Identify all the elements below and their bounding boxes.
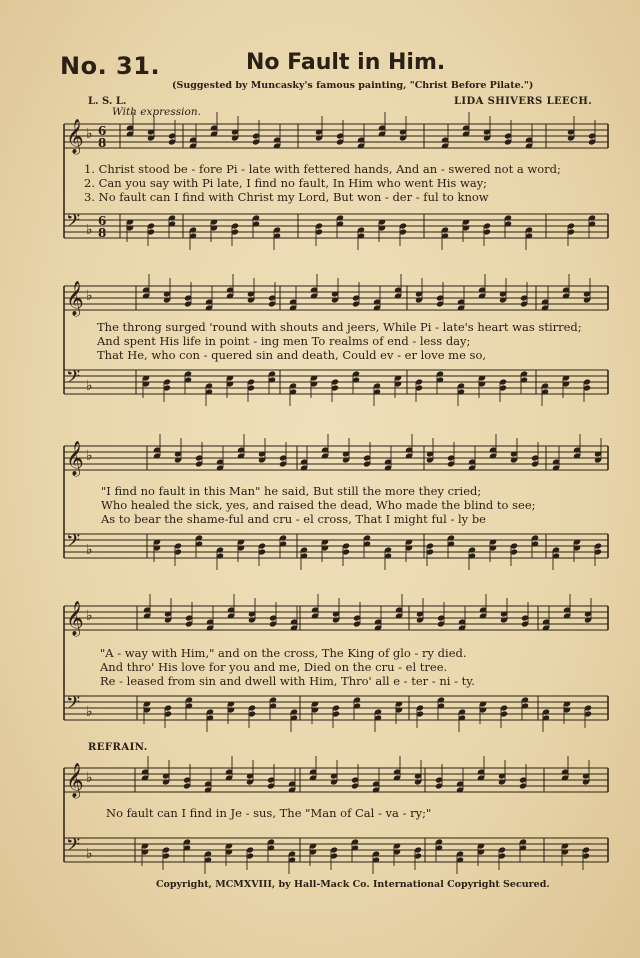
flat-icon: ♭	[86, 542, 93, 558]
flat-icon: ♭	[86, 608, 93, 624]
time-signature: 8	[98, 226, 107, 240]
words-author: L. S. L.	[88, 96, 127, 107]
tempo-marking: With expression.	[112, 106, 201, 118]
time-signature: 6	[98, 214, 107, 228]
treble-clef-icon: 𝄞	[66, 763, 84, 798]
music-composer: LIDA SHIVERS LEECH.	[454, 96, 593, 107]
bass-clef-icon: 𝄢	[66, 367, 81, 392]
treble-clef-icon: 𝄞	[66, 601, 84, 636]
treble-clef-icon: 𝄞	[66, 281, 84, 316]
lyric-line: The throng surged 'round with shouts and jeers, While Pi - late's heart was stirred;	[97, 320, 582, 334]
flat-icon: ♭	[86, 704, 93, 720]
lyric-line: "I find no fault in this Man" he said, But still the more they cried;	[101, 484, 482, 498]
flat-icon: ♭	[86, 378, 93, 394]
hymn-number: No. 31.	[60, 52, 161, 80]
flat-icon: ♭	[86, 770, 93, 786]
copyright-notice: Copyright, MCMXVIII, by Hall-Mack Co. International Copyright Secured.	[156, 879, 550, 890]
lyric-line: That He, who con - quered sin and death, Could ev - er love me so,	[97, 348, 487, 362]
hymn-subtitle: (Suggested by Muncasky's famous painting, "Christ Before Pilate.")	[172, 80, 534, 91]
lyric-line: 3. No fault can I find with Christ my Lord, But won - der - ful to know	[84, 190, 489, 204]
lyric-line: Re - leased from sin and dwell with Him, Thro' all e - ter - ni - ty.	[100, 674, 475, 688]
treble-clef-icon: 𝄞	[66, 119, 84, 154]
lyric-line: 1. Christ stood be - fore Pi - late with fettered hands, And an - swered not a word;	[84, 162, 561, 176]
time-signature: 6	[98, 124, 107, 138]
lyric-line: As to bear the shame-ful and cru - el cross, That I might ful - ly be	[101, 512, 486, 526]
flat-icon: ♭	[86, 126, 93, 142]
lyric-line: And spent His life in point - ing men To realms of end - less day;	[97, 334, 471, 348]
hymn-title: No Fault in Him.	[246, 50, 446, 75]
flat-icon: ♭	[86, 288, 93, 304]
lyric-line: Who healed the sick, yes, and raised the dead, Who made the blind to see;	[101, 498, 536, 512]
bass-clef-icon: 𝄢	[66, 693, 81, 718]
lyric-line: No fault can I find in Je - sus, The "Man of Cal - va - ry;"	[106, 806, 432, 820]
treble-clef-icon: 𝄞	[66, 441, 84, 476]
bass-clef-icon: 𝄢	[66, 835, 81, 860]
refrain-label: REFRAIN.	[88, 742, 148, 753]
flat-icon: ♭	[86, 846, 93, 862]
bass-clef-icon: 𝄢	[66, 531, 81, 556]
lyric-line: "A - way with Him," and on the cross, The King of glo - ry died.	[100, 646, 467, 660]
lyric-line: And thro' His love for you and me, Died on the cru - el tree.	[100, 660, 448, 674]
flat-icon: ♭	[86, 222, 93, 238]
time-signature: 8	[98, 136, 107, 150]
flat-icon: ♭	[86, 448, 93, 464]
lyric-line: 2. Can you say with Pi late, I find no fault, In Him who went His way;	[84, 176, 488, 190]
bass-clef-icon: 𝄢	[66, 211, 81, 236]
